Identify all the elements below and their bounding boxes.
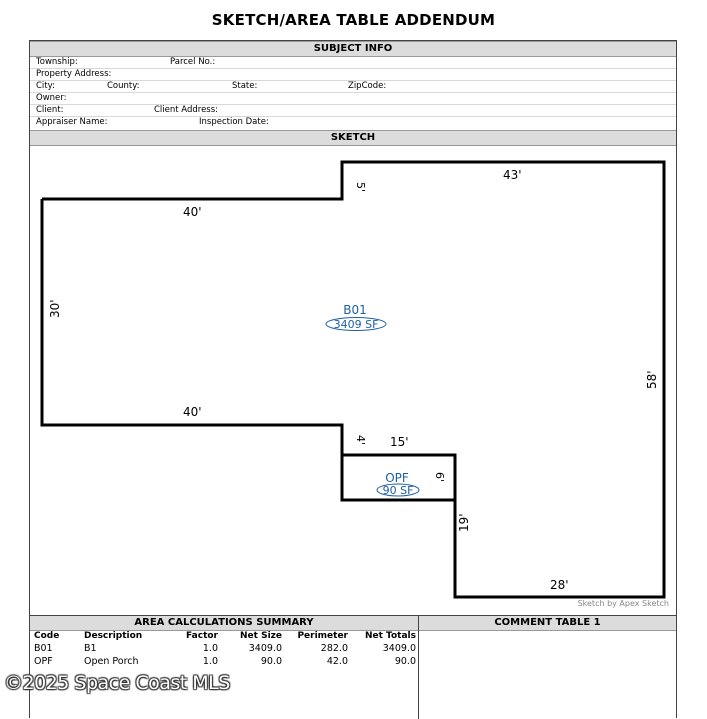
dim-top-left: 40' xyxy=(183,205,202,219)
row-township xyxy=(30,57,676,69)
comment-table xyxy=(419,615,676,719)
area-summary-header: AREA CALCULATIONS SUMMARY xyxy=(30,616,418,631)
owner-label: Owner: xyxy=(36,93,67,103)
dim-top-right: 43' xyxy=(503,168,522,182)
main-area-sf: 3409 SF xyxy=(333,318,379,331)
row-owner xyxy=(30,93,676,105)
col-code: Code xyxy=(34,631,60,641)
dim-lower: 19' xyxy=(457,513,471,532)
dim-mid-left: 40' xyxy=(183,405,202,419)
main-area-code: B01 xyxy=(343,303,367,317)
dim-bottom: 28' xyxy=(550,578,569,592)
row-property-address xyxy=(30,69,676,81)
mls-watermark: ©2025 Space Coast MLS xyxy=(4,672,230,694)
cell-net-size: 3409.0 xyxy=(248,643,282,654)
row-city xyxy=(30,81,676,93)
cell-description: B1 xyxy=(84,643,97,654)
addendum-form xyxy=(29,40,677,718)
floor-plan-sketch xyxy=(30,146,676,613)
client-label: Client: xyxy=(36,105,64,115)
cell-factor: 1.0 xyxy=(202,656,218,667)
subject-info-header: SUBJECT INFO xyxy=(30,41,676,57)
inspection-date-label: Inspection Date: xyxy=(199,117,269,127)
table-header-row xyxy=(34,630,416,642)
area-calculations-summary xyxy=(30,615,419,719)
property-address-label: Property Address: xyxy=(36,69,112,79)
area-table xyxy=(34,630,416,668)
row-appraiser xyxy=(30,117,676,129)
township-label: Township: xyxy=(36,57,78,67)
cell-net-totals: 3409.0 xyxy=(382,643,416,654)
dim-step: 4' xyxy=(354,435,367,446)
sketch-credit: Sketch by Apex Sketch xyxy=(577,599,669,608)
col-net-size: Net Size xyxy=(240,631,282,641)
state-label: State: xyxy=(232,81,258,91)
cell-net-totals: 90.0 xyxy=(394,656,416,667)
cell-perimeter: 42.0 xyxy=(326,656,348,667)
col-perimeter: Perimeter xyxy=(297,631,348,641)
county-label: County: xyxy=(107,81,140,91)
table-row xyxy=(34,655,416,668)
zipcode-label: ZipCode: xyxy=(348,81,387,91)
page-title: SKETCH/AREA TABLE ADDENDUM xyxy=(211,11,496,29)
dim-porch-top: 15' xyxy=(390,435,409,449)
row-client xyxy=(30,105,676,117)
cell-description: Open Porch xyxy=(84,656,139,667)
dim-porch-side: 6' xyxy=(433,472,446,483)
dim-right: 58' xyxy=(645,370,659,389)
parcel-no-label: Parcel No.: xyxy=(170,57,216,67)
cell-perimeter: 282.0 xyxy=(320,643,348,654)
comment-table-header: COMMENT TABLE 1 xyxy=(419,616,676,631)
col-net-totals: Net Totals xyxy=(364,631,416,641)
cell-code: B01 xyxy=(34,643,53,654)
col-factor: Factor xyxy=(186,631,218,641)
porch-area-sf: 90 SF xyxy=(382,484,414,497)
dim-left: 30' xyxy=(48,299,62,318)
porch-area-code: OPF xyxy=(385,471,409,485)
main-outline xyxy=(42,162,664,597)
col-description: Description xyxy=(84,631,143,641)
client-address-label: Client Address: xyxy=(154,105,219,115)
table-row xyxy=(34,642,416,655)
cell-code: OPF xyxy=(34,656,53,667)
city-label: City: xyxy=(36,81,55,91)
dim-notch: 5' xyxy=(354,182,367,193)
cell-net-size: 90.0 xyxy=(260,656,282,667)
appraiser-name-label: Appraiser Name: xyxy=(36,117,108,127)
cell-factor: 1.0 xyxy=(202,643,218,654)
sketch-header: SKETCH xyxy=(30,130,676,146)
